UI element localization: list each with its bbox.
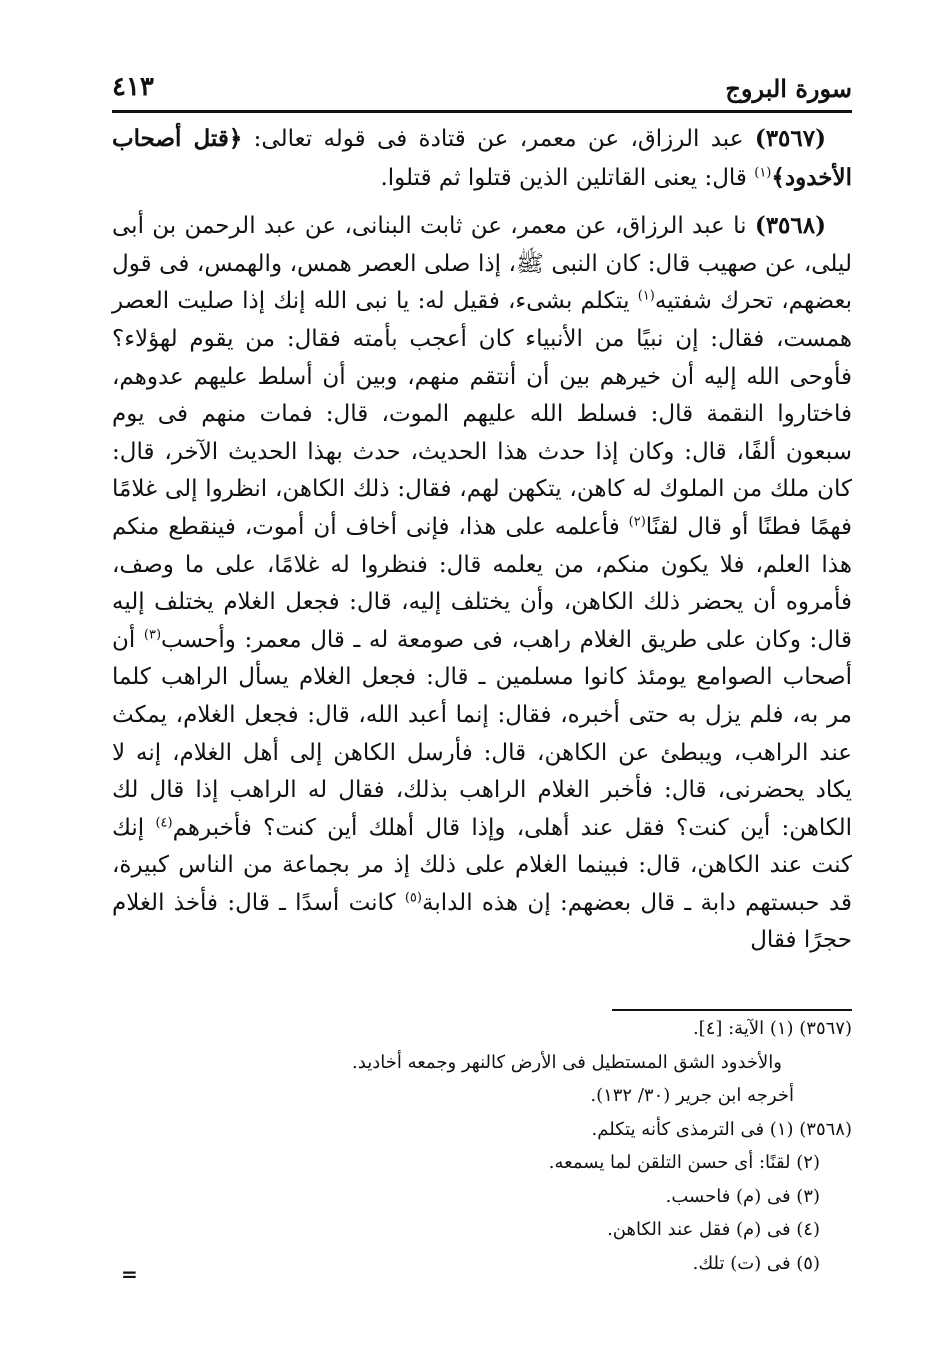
footnote-separator	[612, 1009, 852, 1011]
footnote-line: (٣٥٦٨) (١) فى الترمذى كأنه يتكلم.	[591, 1118, 852, 1140]
hadith-3567	[112, 120, 852, 197]
quran-quote: ﴿قتل أصحاب الأخدود﴾	[112, 125, 852, 191]
hadith-text: يتكلم بشىء، فقيل له: يا نبى الله إنك إذا صليت العصر همست، فقال: إن نبيًا من الأنبياء كان أعجب بأمته فقال: من يقوم لهؤلاء؟ فأوحى الله إليه أن خيرهم بين أن أنتقم منهم، وبين أن أسلط عليهم عدوهم، فاختاروا النقمة قال: فسلط الله عليهم الموت، قال: فمات منهم فى يوم سبعون ألفًا، قال: وكان إذا حدث هذا الحديث، حدث بهذا الحديث الآخر، قال: كان ملك من الملوك له كاهن، يتكهن لهم، فقال: ذلك الكاهن، انظروا إلى غلامًا فهمًا فطنًا أو قال لقنًا	[112, 288, 852, 540]
hadith-text: عبد الرزاق، عن معمر، عن قتادة فى قوله تعالى:	[253, 126, 744, 152]
hadith-3568	[112, 207, 852, 960]
footnotes	[112, 1012, 852, 1280]
hadith-number: (٣٥٦٨)	[754, 212, 827, 240]
footnote-line: (٥) فى (ت) تلك.	[692, 1252, 820, 1274]
footnote-ref: (٢)	[628, 514, 646, 530]
header-rule	[112, 110, 852, 113]
hadith-text: نا عبد الرزاق، عن معمر، عن ثابت البنانى، عن عبد الرحمن بن أبى ليلى، عن صهيب قال: كان النبى ﷺ، إذا صلى العصر همس، والهمس، فى قول بعضهم، تحرك شفتيه	[112, 213, 852, 315]
footnote-line: (٣) فى (م) فاحسب.	[665, 1185, 820, 1207]
page-header	[112, 66, 852, 110]
main-text	[112, 120, 852, 960]
footnote-line: (٢) لقنًا: أى حسن التلقن لما يسمعه.	[548, 1152, 820, 1173]
hadith-text: أن أصحاب الصوامع يومئذ كانوا مسلمين ـ قال: فجعل الغلام يسأل الراهب كلما مر به، فلم يزل به حتى أخبره، فقال: إنما أعبد الله، قال: فجعل الغلام، يمكث عند الراهب، ويبطئ عن الكاهن، قال: فأرسل الكاهن إلى أهل الغلام، إنه لا يكاد يحضرنى، قال: فأخبر الغلام الراهب بذلك، فقال له الراهب إذا قال لك الكاهن: أين كنت؟ فقل عند أهلى، وإذا قال أهلك أين كنت؟ فأخبرهم	[112, 626, 853, 841]
footnote-ref: (١)	[637, 288, 655, 304]
footnote-line: (٣٥٦٧) (١) الآية: [٤].	[692, 1018, 852, 1039]
footnote-line: (٤) فى (م) فقل عند الكاهن.	[607, 1219, 820, 1240]
footnote-ref: (٣)	[143, 627, 162, 643]
footnote-ref: (٥)	[404, 890, 422, 906]
footnote-ref: (١)	[754, 164, 772, 180]
page-number: ٤١٣	[112, 72, 154, 102]
hadith-text: فأعلمه على هذا، فإنى أخاف أن أموت، فينقطع منكم هذا العلم، فلا يكون منكم، من يعلمه قال: فنظروا له غلامًا، على ما وصف، فأمروه أن يحضر ذلك الكاهن، وأن يختلف إليه، قال: فجعل الغلام يختلف إليه قال: وكان على طريق الغلام راهب، فى صومعة له ـ قال معمر: وأحسب	[112, 513, 852, 653]
hadith-text: كانت أسدًا ـ قال: فأخذ الغلام حجرًا فقال	[112, 889, 852, 954]
hadith-text: إنك كنت عند الكاهن، قال: فبينما الغلام على ذلك إذ مر بجماعة من الناس كبيرة، قد حبستهم دابة ـ قال بعضهم: إن هذه الدابة	[112, 814, 853, 916]
continuation-mark: =	[121, 1262, 138, 1286]
running-title: سورة البروج	[725, 74, 852, 103]
hadith-text: قال: يعنى القاتلين الذين قتلوا ثم قتلوا.	[380, 164, 747, 191]
footnote-line: والأخدود الشق المستطيل فى الأرض كالنهر وجمعه أخاديد.	[352, 1051, 782, 1073]
footnote-line: أخرجه ابن جرير (٣٠/ ١٣٢).	[590, 1085, 794, 1106]
hadith-number: (٣٥٦٧)	[754, 125, 827, 152]
footnote-ref: (٤)	[155, 815, 173, 831]
